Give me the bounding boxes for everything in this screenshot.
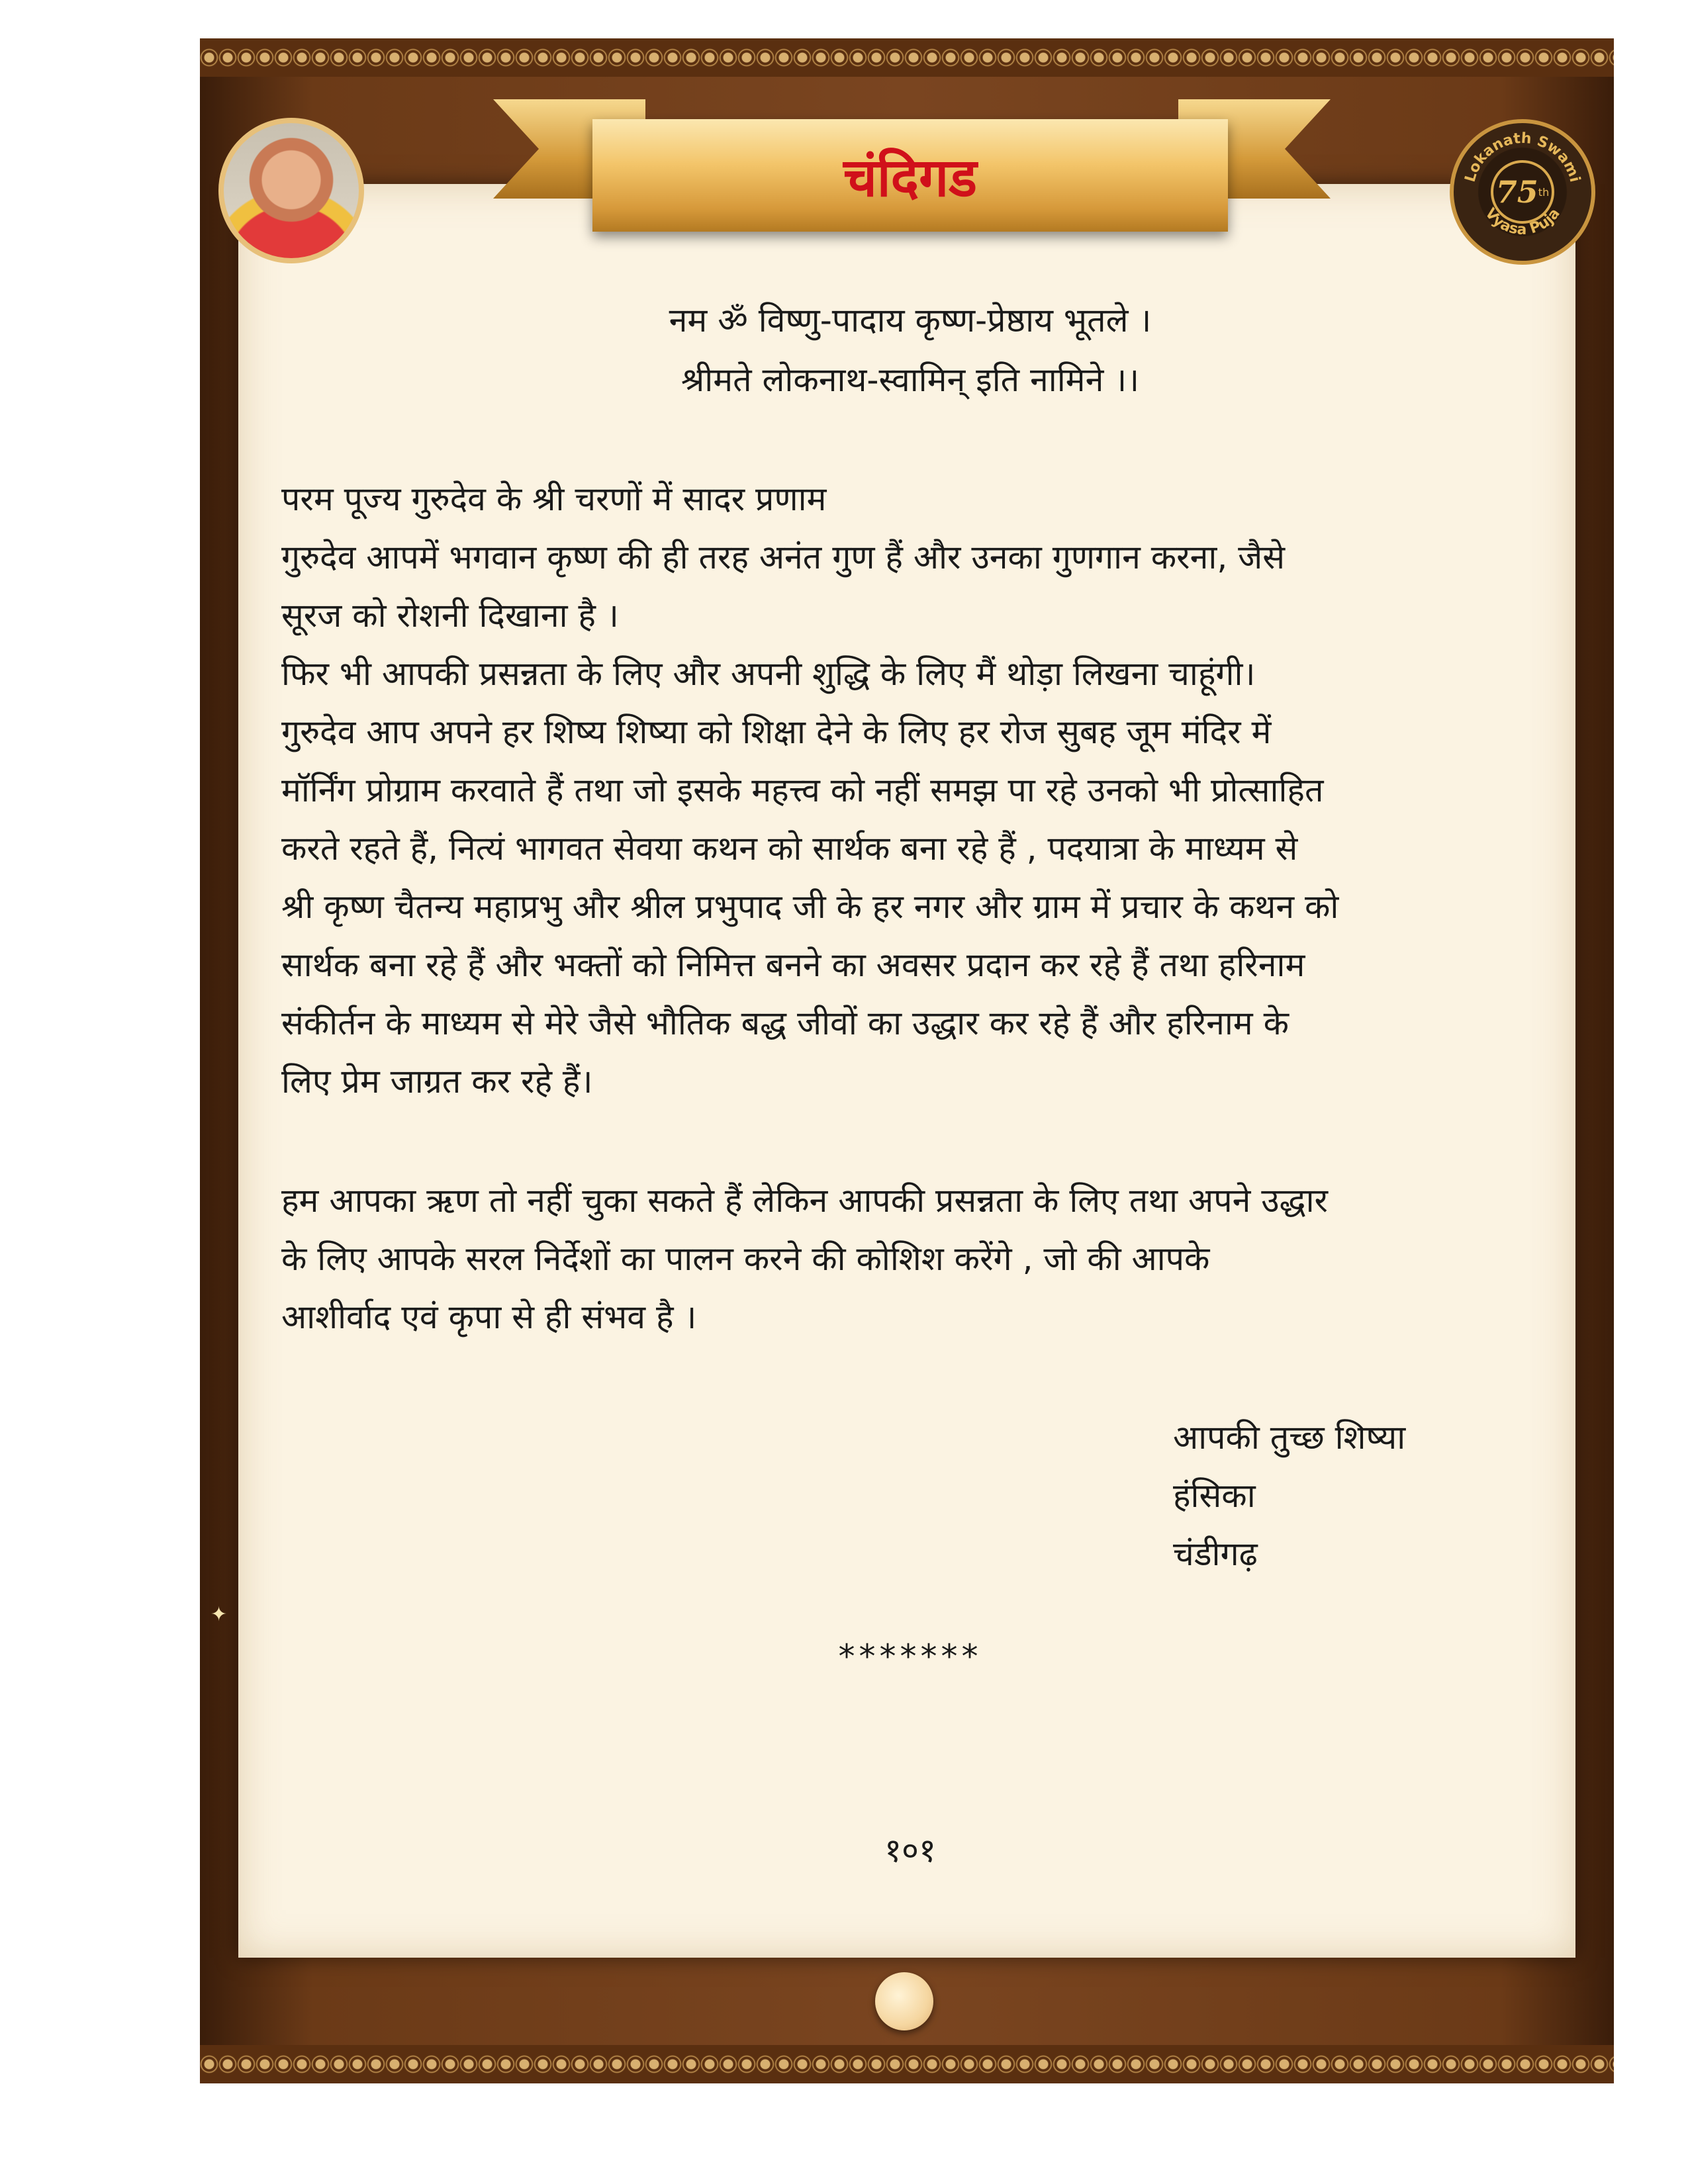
- verse-line-1: नम ॐ विष्णु-पादाय कृष्ण-प्रेष्ठाय भूतले ।: [669, 301, 1152, 340]
- guru-photo: [218, 118, 364, 263]
- paragraph-line: फिर भी आपकी प्रसन्नता के लिए और अपनी शुद्धि के लिए मैं थोड़ा लिखना चाहूंगी।: [281, 655, 1256, 693]
- separator: *******: [838, 1637, 982, 1676]
- anniversary-badge: [1450, 119, 1595, 265]
- paragraph-line: गुरुदेव आपमें भगवान कृष्ण की ही तरह अनंत गुण हैं और उनका गुणगान करना, जैसे: [281, 538, 1286, 576]
- paragraph-line: सार्थक बना रहे हैं और भक्तों को निमित्त बनने का अवसर प्रदान कर रहे हैं तथा हरिनाम: [281, 946, 1305, 984]
- paragraph-line: श्री कृष्ण चैतन्य महाप्रभु और श्रील प्रभुपाद जी के हर नगर और ग्राम में प्रचार के कथन को: [281, 887, 1339, 926]
- paragraph-line: हम आपका ऋण तो नहीं चुका सकते हैं लेकिन आपकी प्रसन्नता के लिए तथा अपने उद्धार: [281, 1181, 1329, 1220]
- sparkle-icon: ✦: [211, 1603, 228, 1626]
- badge-center: [1491, 160, 1554, 224]
- paragraph-line: लिए प्रेम जाग्रत कर रहे हैं।: [281, 1062, 593, 1101]
- paragraph-line: आशीर्वाद एवं कृपा से ही संभव है ।: [281, 1298, 697, 1336]
- signature-line-2: हंसिका: [1173, 1477, 1256, 1515]
- bottom-border-pattern: [200, 2045, 1614, 2083]
- top-border-pattern: [200, 38, 1614, 77]
- paragraph-line: सूरज को रोशनी दिखाना है ।: [281, 596, 619, 635]
- title-ribbon: [592, 119, 1228, 232]
- paragraph-line: परम पूज्य गुरुदेव के श्री चरणों में सादर प्रणाम: [281, 480, 827, 518]
- badge-top-text: Lokanath Swami: [1462, 130, 1583, 184]
- paragraph-line: करते रहते हैं, नित्यं भागवत सेवया कथन को सार्थक बना रहे हैं , पदयात्रा के माध्यम से: [281, 829, 1298, 868]
- paragraph-line: के लिए आपके सरल निर्देशों का पालन करने की कोशिश करेंगे , जो की आपके: [281, 1240, 1210, 1278]
- verse-line-2: श्रीमते लोकनाथ-स्वामिन् इति नामिने ।।: [680, 361, 1140, 399]
- signature-line-3: चंडीगढ़: [1173, 1535, 1258, 1573]
- scroll-knob: [875, 1972, 933, 2030]
- badge-number: 75: [1495, 174, 1538, 210]
- signature-line-1: आपकी तुच्छ शिष्या: [1173, 1418, 1406, 1457]
- paragraph-line: संकीर्तन के माध्यम से मेरे जैसे भौतिक बद्ध जीवों का उद्धार कर रहे हैं और हरिनाम के: [281, 1004, 1289, 1042]
- page-number: १०१: [884, 1831, 936, 1870]
- paragraph-line: गुरुदेव आप अपने हर शिष्य शिष्या को शिक्षा देने के लिए हर रोज सुबह जूम मंदिर में: [281, 713, 1272, 751]
- page-title: चंदिगड: [843, 146, 977, 208]
- badge-bottom-text: Vyasa Puja: [1481, 205, 1564, 239]
- paragraph-line: मॉर्निंग प्रोग्राम करवाते हैं तथा जो इसके महत्त्व को नहीं समझ पा रहे उनको भी प्रोत्साहित: [281, 771, 1324, 809]
- badge-suffix: th: [1538, 185, 1550, 199]
